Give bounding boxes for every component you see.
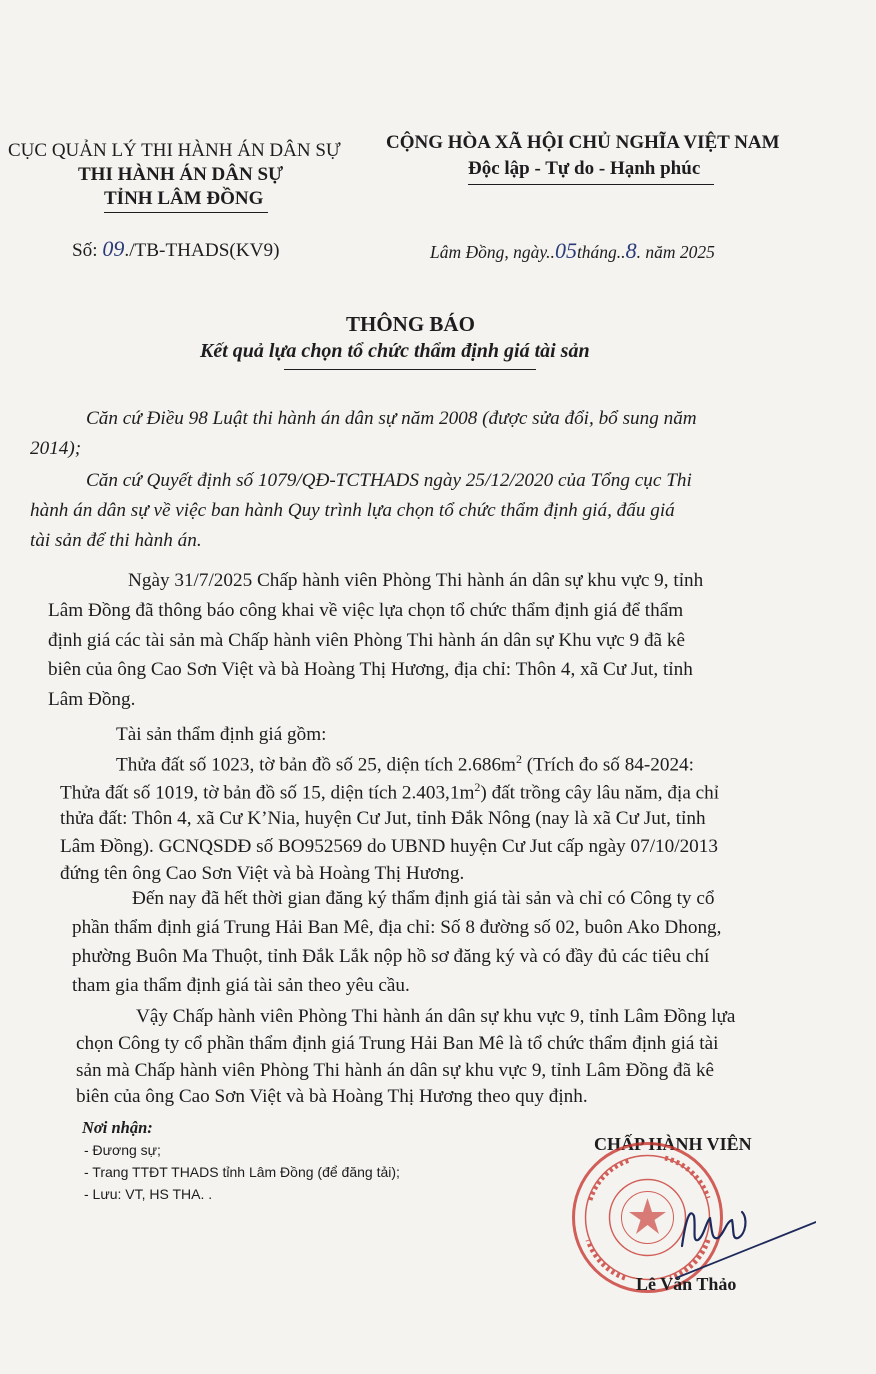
para3-line1: Vậy Chấp hành viên Phòng Thi hành án dân sự khu vực 9, tỉnh Lâm Đồng lựa	[136, 1006, 736, 1027]
asset-line5: đứng tên ông Cao Sơn Việt và bà Hoàng Thị Hương.	[60, 863, 465, 884]
basis2-line2: hành án dân sự về việc ban hành Quy trình lựa chọn tổ chức thẩm định giá, đấu giá	[30, 500, 675, 521]
agency-line1: CỤC QUẢN LÝ THI HÀNH ÁN DÂN SỰ	[8, 140, 341, 161]
basis1-line2: 2014);	[30, 438, 82, 459]
national-motto: Độc lập - Tự do - Hạnh phúc	[468, 158, 701, 179]
para3-line2: chọn Công ty cổ phần thẩm định giá Trung Hải Ban Mê là tổ chức thẩm định giá tài	[76, 1033, 719, 1054]
para1-line1: Ngày 31/7/2025 Chấp hành viên Phòng Thi hành án dân sự khu vực 9, tỉnh	[128, 570, 704, 591]
recipient-item1: - Đương sự;	[84, 1142, 161, 1158]
para2-line4: tham gia thẩm định giá tài sản theo yêu cầu.	[72, 975, 410, 996]
asset-line3: thửa đất: Thôn 4, xã Cư K’Nia, huyện Cư Jut, tỉnh Đắk Nông (nay là xã Cư Jut, tỉnh	[60, 808, 706, 829]
agency-underline	[104, 212, 268, 213]
para3-line4: biên của ông Cao Sơn Việt và bà Hoàng Thị Hương theo quy định.	[76, 1086, 588, 1107]
para2-line2: phần thẩm định giá Trung Hải Ban Mê, địa chỉ: Số 8 đường số 02, buôn Ako Dhong,	[72, 917, 722, 938]
number-prefix: Số:	[72, 240, 98, 261]
assets-heading: Tài sản thẩm định giá gồm:	[116, 724, 327, 745]
notice-title: THÔNG BÁO	[346, 312, 475, 336]
asset-line2	[60, 780, 719, 804]
asset-line1-text-a: Thửa đất số 1023, tờ bản đồ số 25, diện tích 2.686m	[116, 754, 516, 776]
number-handwritten: 09	[102, 236, 125, 261]
place-date-prefix: Lâm Đồng, ngày..	[430, 242, 555, 262]
country-name: CỘNG HÒA XÃ HỘI CHỦ NGHĨA VIỆT NAM	[386, 132, 780, 153]
subtitle-underline	[284, 369, 536, 370]
recipient-item2: - Trang TTĐT THADS tỉnh Lâm Đồng (để đăng tải);	[84, 1164, 400, 1180]
para1-line5: Lâm Đồng.	[48, 689, 136, 710]
signer-name: Lê Văn Thảo	[636, 1274, 737, 1294]
para2-line3: phường Buôn Ma Thuột, tỉnh Đắk Lắk nộp hồ sơ đăng ký và có đầy đủ các tiêu chí	[72, 946, 710, 967]
number-suffix: ./TB-THADS(KV9)	[124, 240, 280, 261]
para1-line2: Lâm Đồng đã thông báo công khai về việc lựa chọn tổ chức thẩm định giá để thẩm	[48, 600, 684, 621]
asset-line1-text-b: (Trích đo số 84-2024:	[522, 754, 694, 776]
asset-line2-text-b: ) đất trồng cây lâu năm, địa chỉ	[480, 782, 720, 804]
place-date	[430, 238, 715, 264]
signer-title: CHẤP HÀNH VIÊN	[594, 1134, 752, 1154]
para1-line4: biên của ông Cao Sơn Việt và bà Hoàng Thị Hương, địa chỉ: Thôn 4, xã Cư Jut, tỉnh	[48, 659, 693, 680]
asset-line1-sup: 2	[516, 752, 522, 766]
basis1-line1: Căn cứ Điều 98 Luật thi hành án dân sự năm 2008 (được sửa đổi, bổ sung năm	[86, 408, 697, 429]
asset-line2-text-a: Thửa đất số 1019, tờ bản đồ số 15, diện tích 2.403,1m	[60, 782, 475, 804]
basis2-line3: tài sản để thi hành án.	[30, 530, 202, 551]
para1-line3: định giá các tài sản mà Chấp hành viên Phòng Thi hành án dân sự Khu vực 9 đã kê	[48, 630, 685, 651]
notice-subtitle: Kết quả lựa chọn tổ chức thẩm định giá tài sản	[200, 340, 590, 362]
motto-underline	[468, 184, 714, 185]
agency-line3: TỈNH LÂM ĐỒNG	[104, 188, 264, 209]
handwritten-signature-icon	[676, 1188, 816, 1288]
year-text: . năm 2025	[636, 242, 715, 262]
asset-line4: Lâm Đồng). GCNQSDĐ số BO952569 do UBND huyện Cư Jut cấp ngày 07/10/2013	[60, 836, 718, 857]
recipient-item3: - Lưu: VT, HS THA. .	[84, 1186, 213, 1202]
basis2-line1: Căn cứ Quyết định số 1079/QĐ-TCTHADS ngày 25/12/2020 của Tổng cục Thi	[86, 470, 692, 491]
recipients-heading: Nơi nhận:	[82, 1118, 153, 1137]
asset-line1	[116, 752, 694, 776]
para3-line3: sản mà Chấp hành viên Phòng Thi hành án dân sự khu vực 9, tỉnh Lâm Đồng đã kê	[76, 1060, 715, 1081]
para2-line1: Đến nay đã hết thời gian đăng ký thẩm định giá tài sản và chỉ có Công ty cổ	[132, 888, 715, 909]
month-handwritten: 8	[625, 238, 637, 263]
month-label: tháng..	[576, 242, 626, 262]
day-handwritten: 05	[554, 238, 577, 263]
asset-line2-sup: 2	[474, 780, 481, 794]
document-number	[72, 236, 280, 262]
agency-line2: THI HÀNH ÁN DÂN SỰ	[78, 164, 284, 185]
